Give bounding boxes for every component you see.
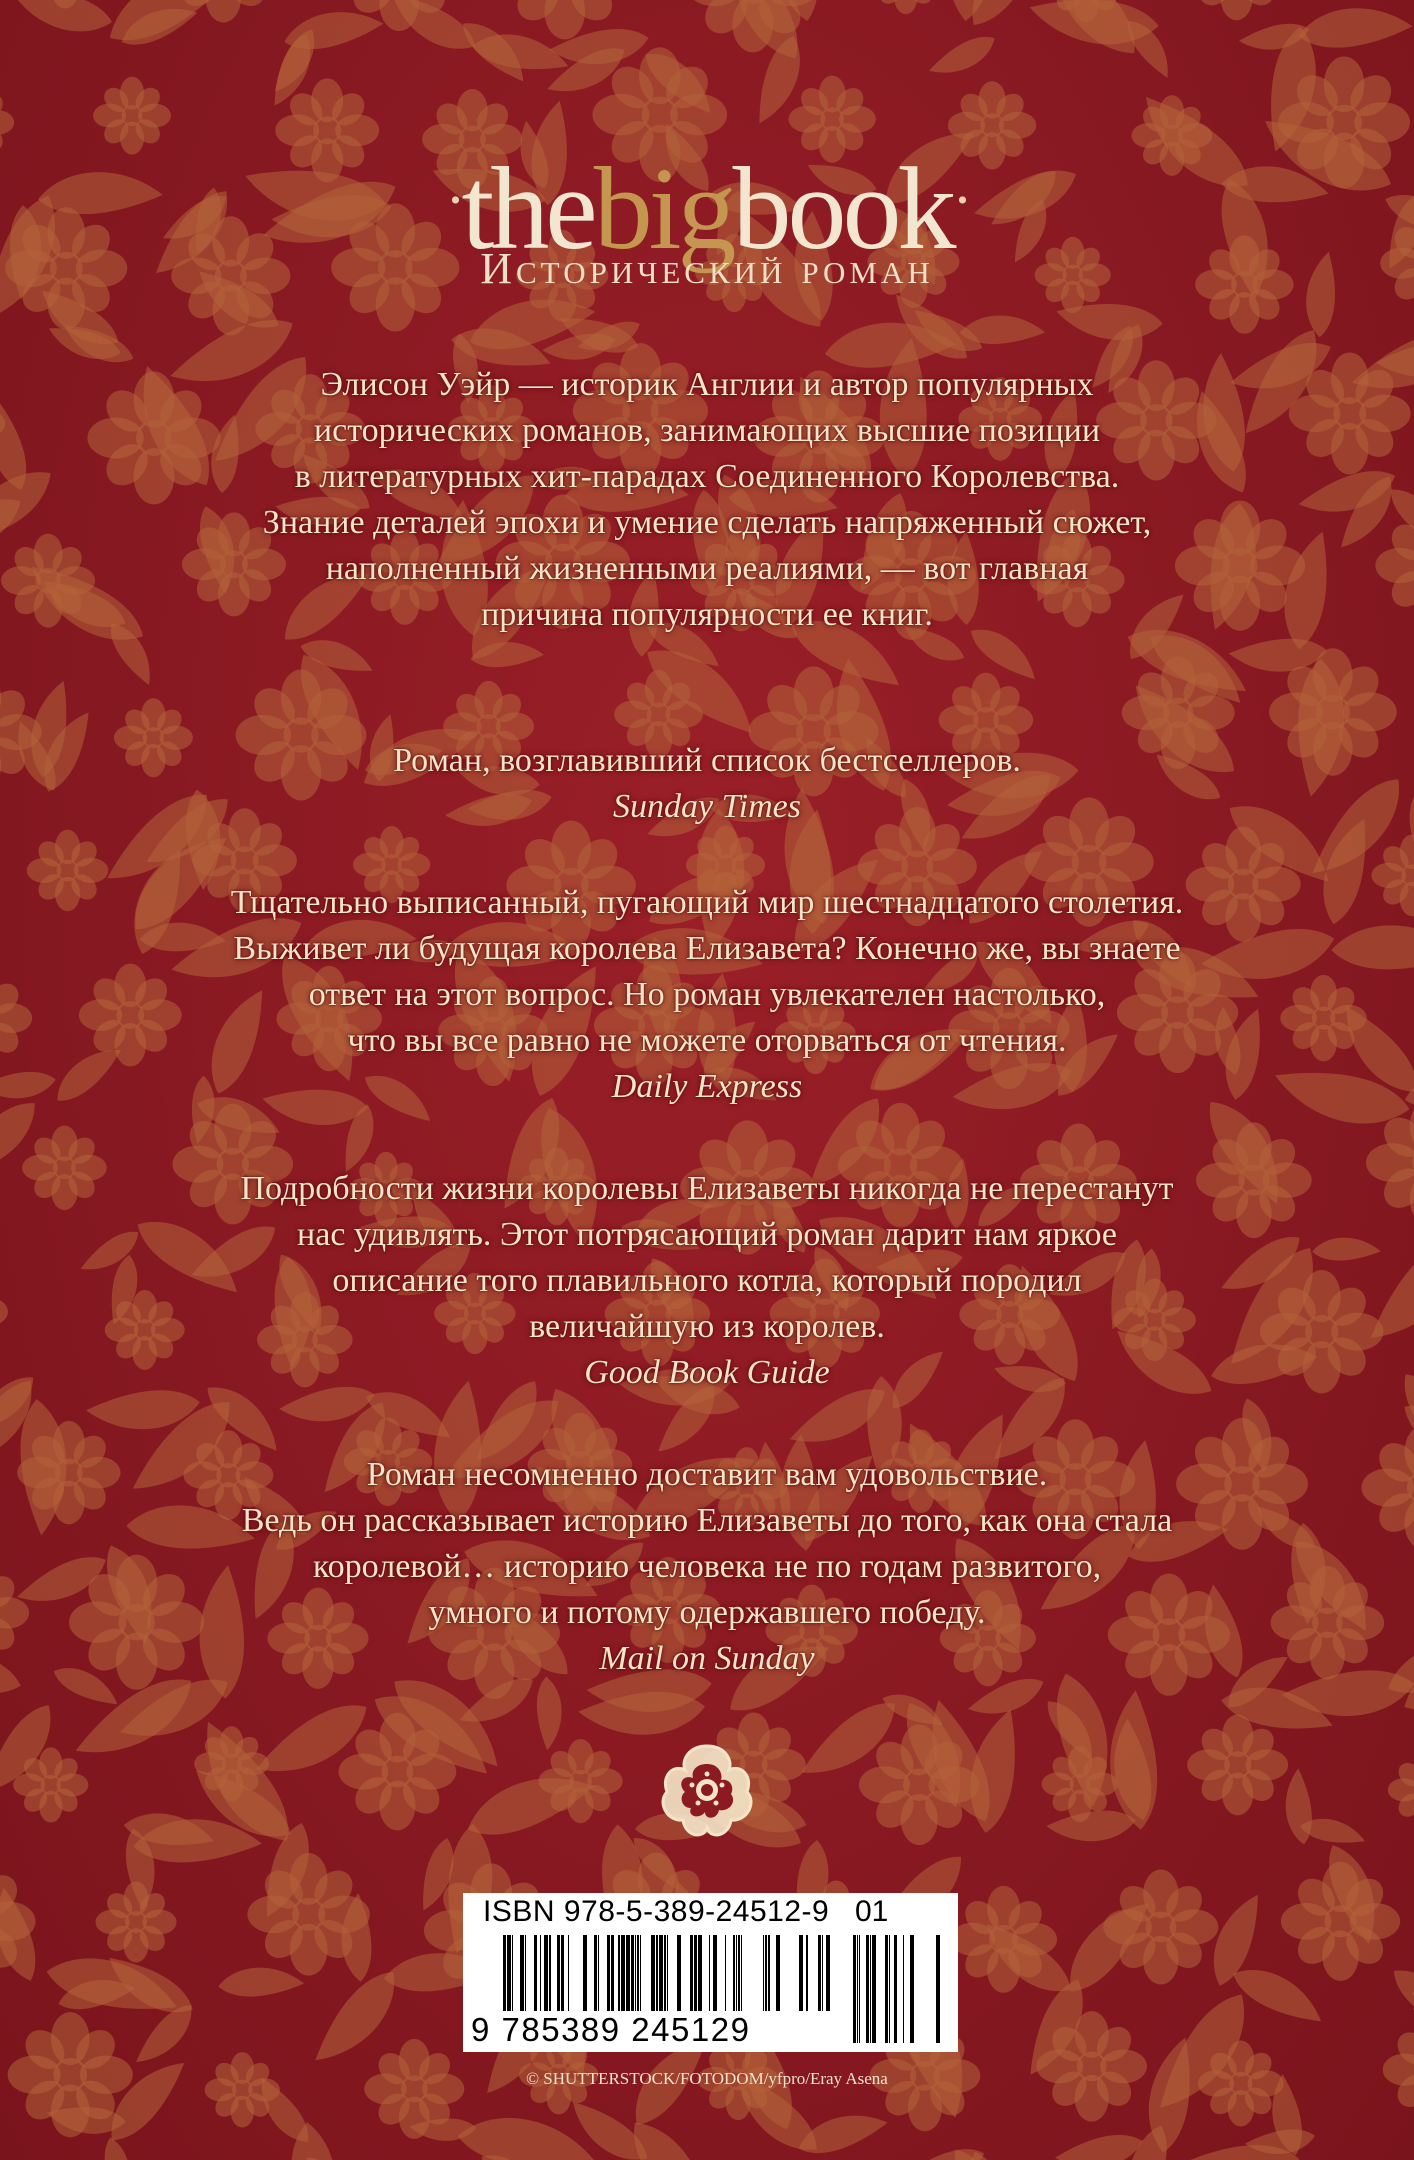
pattern-leaf bbox=[1355, 2133, 1414, 2160]
barcode-bar bbox=[690, 1935, 693, 2011]
barcode-bar bbox=[826, 1935, 830, 2011]
pattern-leaf bbox=[1406, 625, 1414, 761]
pattern-flower bbox=[1361, 1425, 1414, 1549]
pattern-leaf bbox=[533, 1676, 564, 1751]
barcode-bar bbox=[667, 1935, 668, 2011]
review-source: Mail on Sunday bbox=[599, 1640, 815, 1677]
barcode-bar bbox=[611, 1935, 614, 2011]
barcode-bar bbox=[637, 1935, 639, 2011]
review-quote bbox=[120, 1452, 1294, 1682]
barcode-bar bbox=[507, 1935, 511, 2011]
barcode-bar bbox=[520, 1935, 524, 2011]
pattern-flower bbox=[96, 1882, 177, 1963]
barcode-bar bbox=[894, 1935, 897, 2043]
isbn-label: ISBN 978-5-389-24512-9 bbox=[483, 1895, 830, 1928]
pattern-flower bbox=[1281, 1862, 1400, 1981]
barcode-bar bbox=[857, 1935, 858, 2043]
pattern-leaf bbox=[0, 1884, 40, 1985]
blurb-line: в литературных хит-парадах Соединенного Королевства. bbox=[294, 458, 1120, 495]
logo-word-the: the bbox=[461, 143, 594, 274]
review-quote bbox=[120, 1166, 1294, 1396]
review-line: что вы все равно не можете оторваться от чтения. bbox=[347, 1022, 1067, 1059]
review-line: Роман несомненно доставит вам удовольствие. bbox=[366, 1456, 1048, 1493]
pattern-flower bbox=[1185, 0, 1289, 20]
barcode-bar bbox=[799, 1935, 803, 2011]
author-blurb bbox=[120, 362, 1294, 638]
pattern-flower bbox=[1371, 834, 1414, 916]
barcode-bar bbox=[512, 1935, 513, 2011]
blurb-line: причина популярности ее книг. bbox=[481, 596, 933, 633]
barcode-bar bbox=[733, 1935, 735, 2011]
logo-dot-left: · bbox=[445, 167, 462, 233]
barcode-bar bbox=[866, 1935, 869, 2043]
barcode-bar bbox=[607, 1935, 610, 2011]
barcode-bar bbox=[583, 1935, 587, 2011]
tudor-rose-icon bbox=[657, 1740, 757, 1840]
barcode-bar bbox=[640, 1935, 641, 2011]
pattern-leaf bbox=[1330, 918, 1414, 980]
barcode-bar bbox=[709, 1935, 710, 2011]
pattern-leaf bbox=[1053, 2132, 1144, 2160]
barcode-bar bbox=[910, 1935, 914, 2043]
barcode-bar bbox=[659, 1935, 663, 2011]
barcode-bar bbox=[738, 1935, 740, 2011]
barcode-bar bbox=[568, 1935, 569, 2011]
barcode-bar bbox=[557, 1935, 560, 2011]
barcode-bar bbox=[561, 1935, 564, 2011]
barcode-bar bbox=[631, 1935, 634, 2011]
pattern-leaf bbox=[1312, 1235, 1382, 1265]
review-line: нас удивлять. Этот потрясающий роман дарит нам яркое bbox=[297, 1216, 1117, 1253]
barcode-bar bbox=[598, 1935, 599, 2011]
pattern-leaf bbox=[1285, 1768, 1312, 1844]
barcode-bar bbox=[540, 1935, 541, 2011]
review-line: Роман, возглавивший список бестселлеров. bbox=[393, 742, 1021, 779]
pattern-flower bbox=[1388, 1752, 1414, 1827]
pattern-leaf bbox=[924, 32, 1001, 82]
barcode-bar bbox=[549, 1935, 551, 2011]
review-quote bbox=[120, 880, 1294, 1110]
review-line: величайшую из королев. bbox=[529, 1308, 885, 1345]
barcode-bar bbox=[853, 1935, 856, 2043]
barcode-bar bbox=[903, 1935, 904, 2043]
blurb-line: исторических романов, занимающих высшие позиции bbox=[313, 412, 1101, 449]
barcode-bar bbox=[870, 1935, 871, 2043]
barcode-bar bbox=[651, 1935, 655, 2011]
blurb-line: Элисон Уэйр — историк Англии и автор популярных bbox=[320, 366, 1094, 403]
barcode-bar bbox=[822, 1935, 823, 2011]
series-subtitle: Исторический роман bbox=[480, 244, 934, 293]
barcode-bar bbox=[765, 1935, 767, 2011]
pattern-leaf bbox=[1046, 1809, 1136, 1842]
pattern-leaf bbox=[6, 0, 115, 46]
blurb-line: наполненный жизненными реалиями, — вот главная bbox=[325, 550, 1089, 587]
barcode-bar bbox=[626, 1935, 630, 2011]
pattern-leaf bbox=[1107, 1689, 1162, 1830]
review-source: Sunday Times bbox=[613, 788, 801, 825]
pattern-flower bbox=[869, 0, 942, 14]
review-source: Good Book Guide bbox=[584, 1354, 830, 1391]
barcode-bar bbox=[763, 1935, 764, 2011]
pattern-flower bbox=[93, 77, 171, 155]
pattern-leaf bbox=[1298, 8, 1412, 48]
barcode-bar bbox=[872, 1935, 876, 2043]
barcode-bar bbox=[525, 1935, 526, 2011]
pattern-flower bbox=[0, 970, 32, 1067]
barcode-bar bbox=[534, 1935, 537, 2011]
barcode-bar bbox=[713, 1935, 717, 2011]
barcode-bar bbox=[677, 1935, 681, 2011]
isbn-addon: 01 bbox=[855, 1895, 889, 1928]
pattern-flower bbox=[0, 1561, 29, 1664]
barcode-bar bbox=[859, 1935, 860, 2043]
barcode-bar bbox=[594, 1935, 597, 2011]
barcode-bar bbox=[694, 1935, 697, 2011]
barcode-bar bbox=[503, 1935, 506, 2011]
barcode-bar bbox=[664, 1935, 666, 2011]
barcode-bar bbox=[818, 1935, 821, 2011]
isbn-barcode bbox=[463, 1893, 958, 2052]
review-line: Тщательно выписанный, пугающий мир шестнадцатого столетия. bbox=[230, 884, 1184, 921]
review-line: описание того плавильного котла, который породил bbox=[332, 1262, 1082, 1299]
review-line: королевой… историю человека не по годам развитого, bbox=[312, 1548, 1102, 1585]
barcode-bar bbox=[635, 1935, 636, 2011]
logo-word-book: book bbox=[732, 143, 953, 274]
barcode-bar bbox=[698, 1935, 702, 2011]
review-line: Ведь он рассказывает историю Елизаветы до того, как она стала bbox=[241, 1502, 1173, 1539]
review-line: умного и потому одержавшего победу. bbox=[428, 1594, 986, 1631]
barcode-bar bbox=[885, 1935, 888, 2043]
pattern-flower bbox=[1187, 1714, 1288, 1815]
pattern-leaf bbox=[0, 1072, 56, 1099]
ean-digits: 9 785389 245129 bbox=[471, 2011, 751, 2048]
pattern-flower bbox=[1103, 1870, 1218, 1985]
pattern-flower bbox=[1375, 508, 1414, 623]
barcode-bar bbox=[776, 1935, 780, 2011]
barcode-bar bbox=[621, 1935, 625, 2011]
logo-word-big: big bbox=[593, 143, 733, 274]
review-line: Выживет ли будущая королева Елизавета? Конечно же, вы знаете bbox=[233, 930, 1181, 967]
barcode-bar bbox=[889, 1935, 890, 2043]
logo-dot-right: · bbox=[952, 167, 969, 233]
barcode-bar bbox=[618, 1935, 620, 2011]
barcode-bar bbox=[736, 1935, 737, 2011]
barcode-bar bbox=[806, 1935, 808, 2011]
barcode-bar bbox=[544, 1935, 548, 2011]
pattern-flower bbox=[27, 830, 109, 912]
pattern-leaf bbox=[218, 1965, 305, 2000]
review-source: Daily Express bbox=[611, 1068, 803, 1105]
barcode-bar bbox=[725, 1935, 726, 2011]
barcode-bar bbox=[936, 1935, 940, 2043]
review-line: Подробности жизни королевы Елизаветы никогда не перестанут bbox=[240, 1170, 1174, 1207]
photo-credit: © SHUTTERSTOCK/FOTODOM/yfpro/Eray Asena bbox=[526, 2069, 888, 2088]
pattern-flower bbox=[0, 1266, 8, 1358]
pattern-leaf bbox=[103, 2137, 131, 2160]
blurb-line: Знание деталей эпохи и умение сделать напряженный сюжет, bbox=[262, 504, 1152, 541]
barcode-bar bbox=[656, 1935, 658, 2011]
pattern-flower bbox=[22, 1125, 107, 1210]
barcode-bar bbox=[768, 1935, 770, 2011]
review-line: ответ на этот вопрос. Но роман увлекателен настолько, bbox=[308, 976, 1106, 1013]
review-quote bbox=[120, 738, 1294, 830]
barcode-bar bbox=[741, 1935, 742, 2011]
